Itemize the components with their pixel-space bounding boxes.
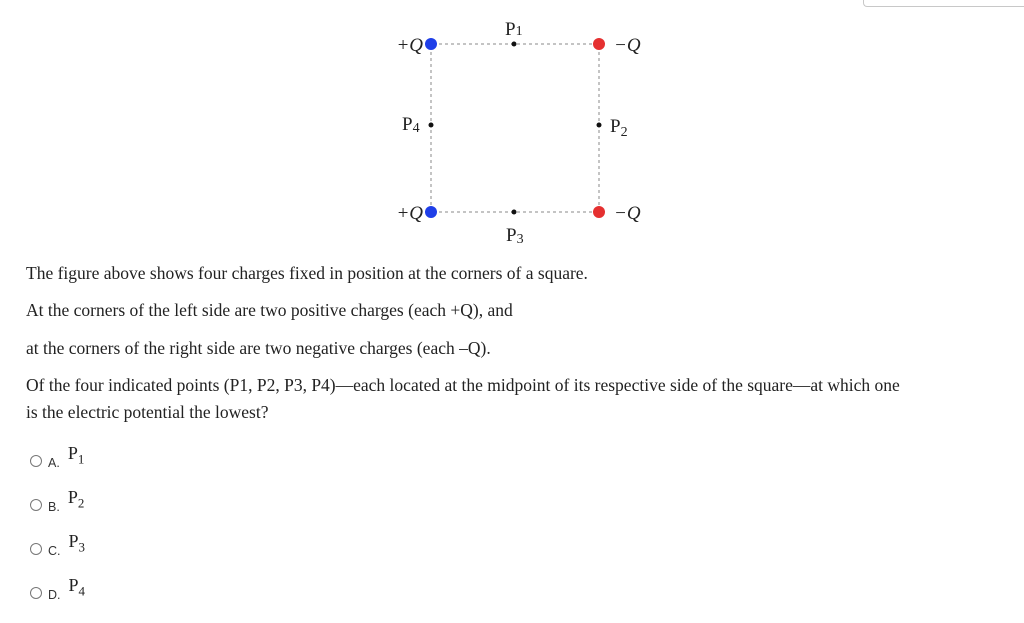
point-label-p4: P4 <box>402 114 420 136</box>
question-line-5: is the electric potential the lowest? <box>26 402 269 422</box>
choice-a-label: $P_1$ <box>67 442 85 467</box>
radio-a[interactable] <box>30 455 42 467</box>
charge-label-top-left: +Q <box>396 35 423 56</box>
choice-d[interactable] <box>30 574 250 608</box>
question-line-3: at the corners of the right side are two negative charges (each –Q). <box>26 338 491 358</box>
radio-b[interactable] <box>30 499 42 511</box>
point-label-p1: P1 <box>505 19 523 40</box>
charge-square-figure <box>0 0 1024 250</box>
charge-top-right <box>593 38 605 50</box>
choice-b-label: $P_2$ <box>67 486 85 511</box>
choice-c-label: $P_3$ <box>68 530 85 555</box>
charge-label-bottom-right: −Q <box>614 203 641 224</box>
point-p1-marker <box>512 42 517 47</box>
choice-a-letter: A. <box>48 456 60 470</box>
radio-d[interactable] <box>30 587 42 599</box>
choice-a[interactable] <box>30 442 250 476</box>
point-p3-marker <box>512 210 517 215</box>
choice-b-letter: B. <box>48 500 60 514</box>
choice-c[interactable] <box>30 530 250 564</box>
charge-bottom-right <box>593 206 605 218</box>
radio-c[interactable] <box>30 543 42 555</box>
point-p4-marker <box>429 123 434 128</box>
choice-d-letter: D. <box>48 588 61 602</box>
choice-c-letter: C. <box>48 544 61 558</box>
choice-d-label: $P_4$ <box>68 574 85 599</box>
charge-label-top-right: −Q <box>614 35 641 56</box>
charge-label-bottom-left: +Q <box>396 203 423 224</box>
question-line-4: Of the four indicated points (P1, P2, P3, P4)—each located at the midpoint of its respective side of the square—at which one <box>26 375 900 395</box>
choice-b[interactable] <box>30 486 250 520</box>
charge-bottom-left <box>425 206 437 218</box>
question-line-2: At the corners of the left side are two positive charges (each +Q), and <box>26 300 513 320</box>
point-label-p3: P3 <box>506 225 524 247</box>
question-line-1: The figure above shows four charges fixed in position at the corners of a square. <box>26 263 588 283</box>
point-p2-marker <box>597 123 602 128</box>
charge-top-left <box>425 38 437 50</box>
point-label-p2: $P_2$ <box>610 116 628 140</box>
